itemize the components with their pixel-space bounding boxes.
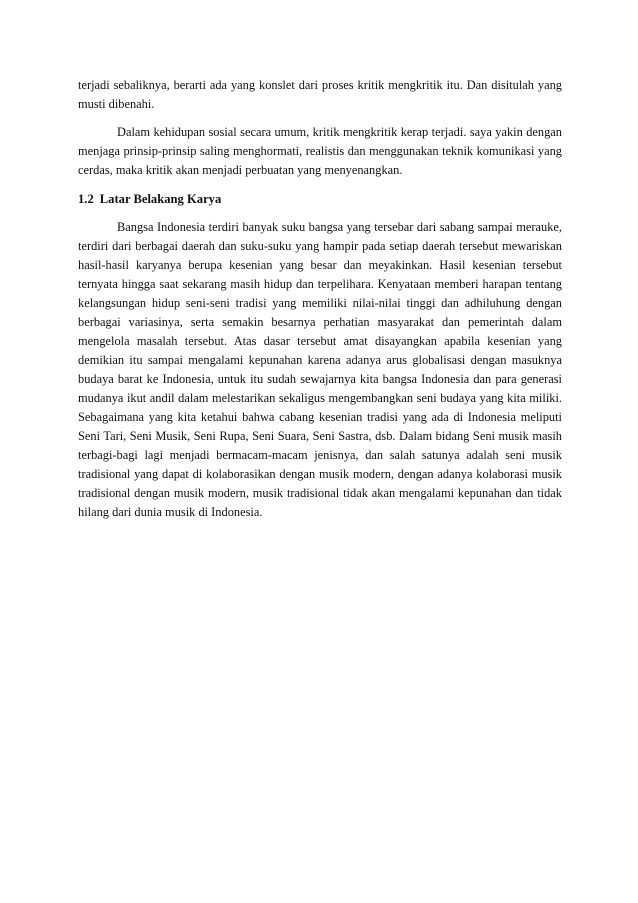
paragraph-background: Bangsa Indonesia terdiri banyak suku bangsa yang tersebar dari sabang sampai merauke, terdiri dari berbagai daerah dan suku-suku yang hampir pada setiap daerah tersebut mewariskan hasil-hasil karyanya berupa kesenian yang besar dan meyakinkan. Hasil kesenian tersebut ternyata hingga saat sekarang masih hidup dan terpelihara. Kenyataan memberi harapan tentang kelangsungan hidup seni-seni tradisi yang memiliki nilai-nilai tinggi dan adhiluhung dengan berbagai variasinya, serta semakin besarnya perhatian masyarakat dan pemerintah dalam mengelola masalah tersebut. Atas dasar tersebut amat disayangkan apabila kesenian yang demikian itu sampai mengalami kepunahan karena adanya arus globalisasi dengan masuknya budaya barat ke Indonesia, untuk itu sudah sewajarnya kita bangsa Indonesia dan para generasi mudanya ikut andil dalam melestarikan sekaligus mengembangkan seni budaya yang kita miliki. Sebagaimana yang kita ketahui bahwa cabang kesenian tradisi yang ada di Indonesia meliputi Seni Tari, Seni Musik, Seni Rupa, Seni Suara, Seni Sastra, dsb. Dalam bidang Seni musik masih terbagi-bagi lagi menjadi bermacam-macam jenisnya, dan salah satunya adalah seni musik tradisional yang dapat di kolaborasikan dengan musik modern, dengan adanya kolaborasi musik tradisional dengan musik modern, musik tradisional tidak akan mengalami kepunahan dan tidak hilang dari dunia musik di Indonesia. <box>78 220 562 519</box>
section-number: 1.2 <box>78 192 94 206</box>
section-title: Latar Belakang Karya <box>99 192 222 206</box>
paragraph-social-criticism: Dalam kehidupan sosial secara umum, kritik mengkritik kerap terjadi. saya yakin dengan menjaga prinsip-prinsip saling menghormati, realistis dan menggunakan teknik komunikasi yang cerdas, maka kritik akan menjadi perbuatan yang menyenangkan. <box>78 125 562 177</box>
section-heading <box>78 190 562 209</box>
paragraph-continuation: terjadi sebaliknya, berarti ada yang konslet dari proses kritik mengkritik itu. Dan disitulah yang musti dibenahi. <box>78 78 562 111</box>
document-page <box>78 76 562 522</box>
